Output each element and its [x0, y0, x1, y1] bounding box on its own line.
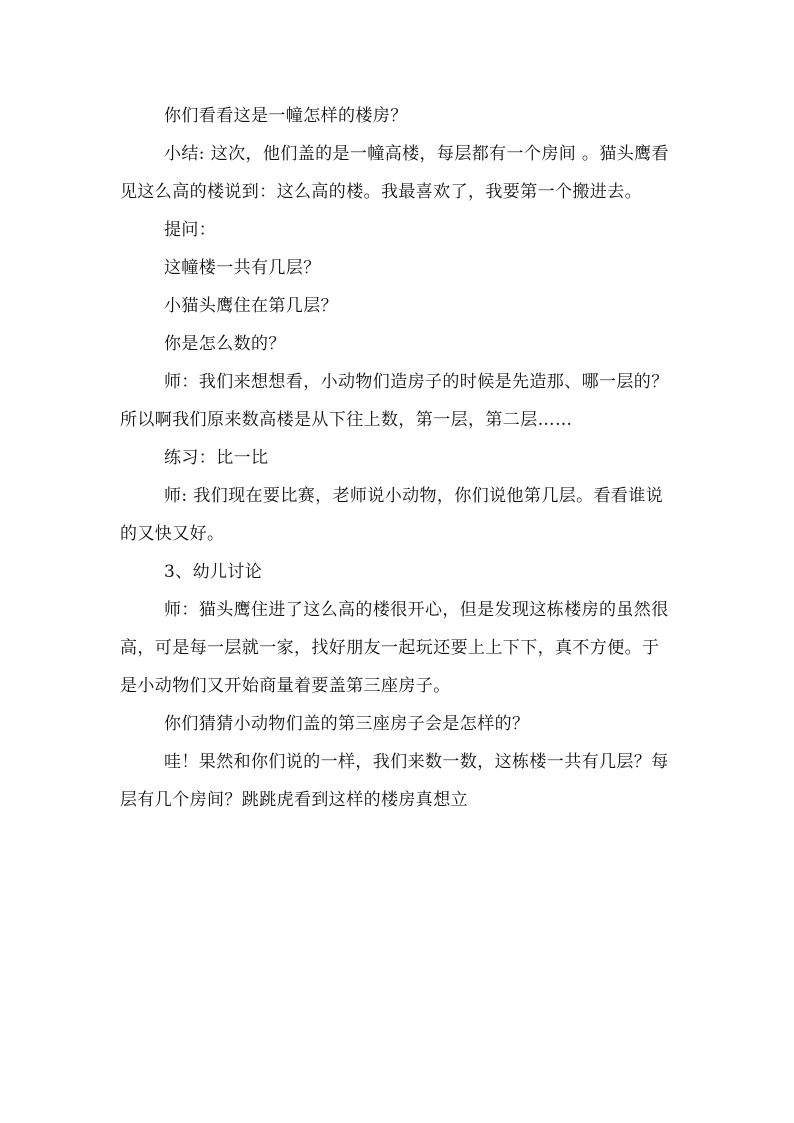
paragraph: 哇！果然和你们说的一样，我们来数一数，这栋楼一共有几层？每层有几个房间？跳跳虎看到这样的楼房真想立: [120, 752, 669, 810]
paragraph: 提问：: [164, 220, 217, 240]
paragraph: 小猫头鹰住在第几层？: [164, 296, 338, 316]
paragraph: 练习：比一比: [164, 448, 269, 468]
paragraph: 师：猫头鹰住进了这么高的楼很开心，但是发现这栋楼房的虽然很高，可是每一层就一家，找好朋友一起玩还要上上下下，真不方便。于是小动物们又开始商量着要盖第三座房子。: [120, 600, 669, 696]
paragraph: 你们猜猜小动物们盖的第三座房子会是怎样的？: [164, 714, 530, 734]
document-body: [120, 97, 676, 819]
paragraph: 你是怎么数的？: [164, 334, 286, 354]
paragraph: 小结: 这次，他们盖的是一幢高楼，每层都有一个房间 。猫头鹰看见这么高的楼说到：这么高的楼。我最喜欢了，我要第一个搬进去。: [120, 144, 669, 202]
paragraph: 这幢楼一共有几层？: [164, 258, 321, 278]
paragraph: 师：我们来想想看，小动物们造房子的时候是先造那、哪一层的？所以啊我们原来数高楼是从下往上数，第一层，第二层……: [120, 372, 669, 430]
paragraph: 3、幼儿讨论: [164, 562, 263, 582]
paragraph: 师: 我们现在要比赛，老师说小动物，你们说他第几层。看看谁说的又快又好。: [120, 486, 664, 544]
paragraph: 你们看看这是一幢怎样的楼房？: [164, 106, 408, 126]
